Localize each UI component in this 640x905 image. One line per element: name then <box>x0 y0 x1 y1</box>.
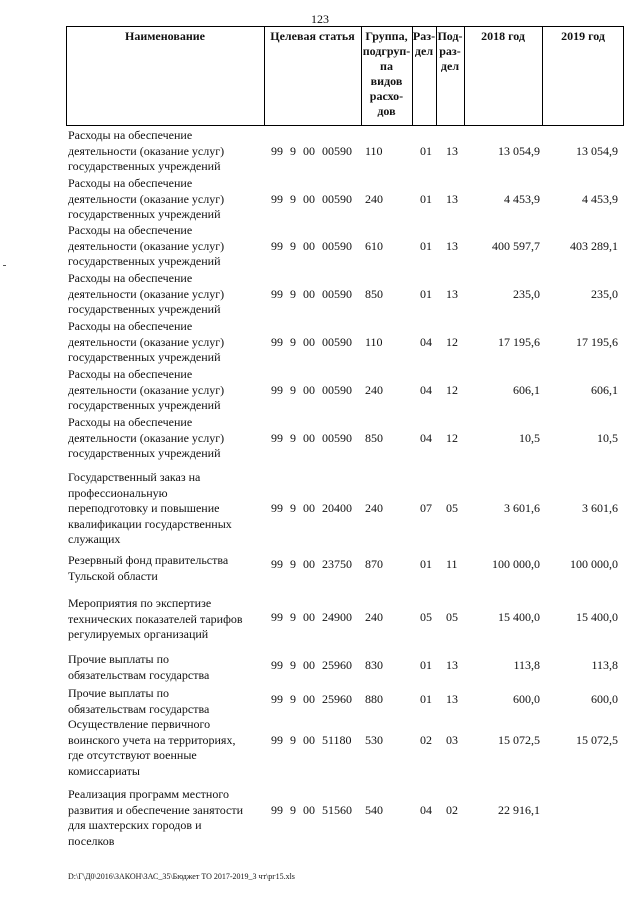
cell-t4: 00590 <box>322 430 352 445</box>
cell-t1: 99 <box>271 143 283 158</box>
cell-prz: 05 <box>446 610 458 624</box>
cell-grp: 110 <box>365 143 383 158</box>
cell-t2: 9 <box>290 238 296 253</box>
cell-rz: 02 <box>420 732 432 747</box>
cell-t3: 00 <box>303 658 315 672</box>
cell-t4: 23750 <box>322 557 352 571</box>
cell-t2: 9 <box>290 334 296 349</box>
cell-prz: 03 <box>446 732 458 747</box>
cell-rz: 01 <box>420 143 432 158</box>
row-name <box>68 596 268 643</box>
cell-t4: 00590 <box>322 334 352 349</box>
row-name-line: технических показателей тарифов <box>68 611 243 626</box>
row-name-line: обязательствам государства <box>68 701 210 716</box>
row-name-line: Расходы на обеспечение <box>68 271 193 285</box>
row-name-line: Тульской области <box>68 568 158 583</box>
row-name-line: государственных учреждений <box>68 398 221 413</box>
cell-2018: 13 054,9 <box>498 143 540 158</box>
row-name <box>68 223 268 270</box>
header-podrazdel-line: раз- <box>439 44 461 58</box>
cell-t2: 9 <box>290 692 296 706</box>
row-name <box>68 415 268 462</box>
cell-prz: 13 <box>446 286 458 301</box>
cell-t1: 99 <box>271 191 283 206</box>
cell-2019: 13 054,9 <box>576 143 618 158</box>
cell-prz: 12 <box>446 334 458 349</box>
row-name <box>68 686 268 717</box>
header-group-line: расхо- <box>369 89 404 103</box>
cell-2019: 3 601,6 <box>582 501 618 516</box>
cell-t1: 99 <box>271 732 283 747</box>
cell-prz: 05 <box>446 501 458 516</box>
row-name <box>68 319 268 366</box>
header-2018: 2018 год <box>481 29 525 43</box>
cell-t4: 25960 <box>322 658 352 672</box>
cell-t2: 9 <box>290 557 296 571</box>
cell-t2: 9 <box>290 501 296 516</box>
table-header <box>66 26 624 126</box>
cell-t2: 9 <box>290 802 296 817</box>
cell-prz: 13 <box>446 191 458 206</box>
row-name-line: Расходы на обеспечение <box>68 319 193 333</box>
cell-t1: 99 <box>271 802 283 817</box>
header-razdel-line: дел <box>414 44 434 58</box>
row-name-line: обязательствам государства <box>68 667 210 682</box>
row-name-line: государственных учреждений <box>68 254 221 269</box>
cell-t4: 51180 <box>322 732 352 747</box>
cell-t1: 99 <box>271 382 283 397</box>
cell-t4: 00590 <box>322 238 352 253</box>
cell-t1: 99 <box>271 610 283 624</box>
row-name-line: Мероприятия по экспертизе <box>68 596 212 610</box>
cell-t4: 00590 <box>322 143 352 158</box>
row-name <box>68 128 268 175</box>
cell-t1: 99 <box>271 334 283 349</box>
cell-rz: 01 <box>420 191 432 206</box>
cell-2019: 113,8 <box>591 658 618 672</box>
cell-t3: 00 <box>303 286 315 301</box>
row-name <box>68 652 268 683</box>
cell-prz: 13 <box>446 658 458 672</box>
header-name: Наименование <box>125 29 205 43</box>
cell-grp: 110 <box>365 334 383 349</box>
row-name-line: служащих <box>68 532 121 547</box>
cell-t4: 51560 <box>322 802 352 817</box>
row-name-line: Прочие выплаты по <box>68 686 170 700</box>
cell-rz: 07 <box>420 501 432 516</box>
cell-t2: 9 <box>290 610 296 624</box>
header-group-line: видов <box>370 74 403 88</box>
cell-2019: 15 400,0 <box>576 610 618 624</box>
cell-rz: 01 <box>420 286 432 301</box>
cell-t1: 99 <box>271 557 283 571</box>
cell-t1: 99 <box>271 430 283 445</box>
cell-2019: 100 000,0 <box>570 557 618 571</box>
cell-grp: 530 <box>365 732 383 747</box>
cell-rz: 01 <box>420 658 432 672</box>
cell-t2: 9 <box>290 430 296 445</box>
cell-t4: 24900 <box>322 610 352 624</box>
cell-t3: 00 <box>303 334 315 349</box>
cell-prz: 13 <box>446 143 458 158</box>
cell-grp: 240 <box>365 191 383 206</box>
cell-grp: 240 <box>365 501 383 516</box>
cell-2018: 4 453,9 <box>504 191 540 206</box>
cell-t1: 99 <box>271 238 283 253</box>
cell-rz: 05 <box>420 610 432 624</box>
row-name-line: комиссариаты <box>68 763 140 778</box>
cell-prz: 12 <box>446 430 458 445</box>
header-group-line: дов <box>377 104 396 118</box>
cell-t3: 00 <box>303 610 315 624</box>
row-name-line: переподготовку и повышение <box>68 501 220 516</box>
cell-t3: 00 <box>303 382 315 397</box>
cell-t3: 00 <box>303 191 315 206</box>
cell-grp: 850 <box>365 286 383 301</box>
row-name-line: Резервный фонд правительства <box>68 553 229 567</box>
row-name <box>68 553 268 584</box>
cell-grp: 880 <box>365 692 383 706</box>
cell-t2: 9 <box>290 286 296 301</box>
cell-2018: 15 400,0 <box>498 610 540 624</box>
cell-prz: 13 <box>446 238 458 253</box>
cell-grp: 540 <box>365 802 383 817</box>
cell-t3: 00 <box>303 430 315 445</box>
cell-rz: 04 <box>420 802 432 817</box>
cell-grp: 610 <box>365 238 383 253</box>
cell-t2: 9 <box>290 732 296 747</box>
cell-2018: 15 072,5 <box>498 732 540 747</box>
cell-grp: 240 <box>365 610 383 624</box>
cell-2018: 606,1 <box>513 382 540 397</box>
row-name-line: государственных учреждений <box>68 350 221 365</box>
row-name <box>68 787 268 849</box>
cell-t4: 00590 <box>322 286 352 301</box>
cell-t4: 20400 <box>322 501 352 516</box>
header-2019: 2019 год <box>561 29 605 43</box>
margin-mark <box>3 265 6 266</box>
cell-t4: 25960 <box>322 692 352 706</box>
header-razdel <box>412 29 436 59</box>
cell-2018: 3 601,6 <box>504 501 540 516</box>
cell-rz: 01 <box>420 557 432 571</box>
cell-2018: 113,8 <box>513 658 540 672</box>
cell-grp: 870 <box>365 557 383 571</box>
cell-prz: 13 <box>446 692 458 706</box>
row-name-line: профессиональную <box>68 485 168 500</box>
row-name-line: деятельности (оказание услуг) <box>68 382 225 397</box>
cell-t3: 00 <box>303 692 315 706</box>
cell-prz: 12 <box>446 382 458 397</box>
cell-t1: 99 <box>271 501 283 516</box>
cell-t3: 00 <box>303 238 315 253</box>
row-name <box>68 367 268 414</box>
cell-2019: 235,0 <box>591 286 618 301</box>
row-name-line: государственных учреждений <box>68 302 221 317</box>
cell-2019: 606,1 <box>591 382 618 397</box>
row-name-line: деятельности (оказание услуг) <box>68 286 225 301</box>
page-number: 123 <box>311 12 329 26</box>
row-name-line: Расходы на обеспечение <box>68 415 193 429</box>
cell-2018: 235,0 <box>513 286 540 301</box>
row-name-line: деятельности (оказание услуг) <box>68 191 225 206</box>
row-name-line: воинского учета на территориях, <box>68 732 236 747</box>
cell-grp: 850 <box>365 430 383 445</box>
row-name-line: где отсутствуют военные <box>68 748 197 763</box>
row-name-line: деятельности (оказание услуг) <box>68 238 225 253</box>
row-name-line: Прочие выплаты по <box>68 652 170 666</box>
row-name-line: Расходы на обеспечение <box>68 128 193 142</box>
cell-rz: 04 <box>420 430 432 445</box>
cell-grp: 240 <box>365 382 383 397</box>
row-name-line: деятельности (оказание услуг) <box>68 143 225 158</box>
cell-2019: 10,5 <box>597 430 618 445</box>
row-name-line: государственных учреждений <box>68 446 221 461</box>
cell-t3: 00 <box>303 802 315 817</box>
row-name-line: Расходы на обеспечение <box>68 223 193 237</box>
row-name <box>68 470 268 548</box>
cell-t3: 00 <box>303 501 315 516</box>
cell-2018: 10,5 <box>519 430 540 445</box>
cell-2019: 15 072,5 <box>576 732 618 747</box>
cell-grp: 830 <box>365 658 383 672</box>
row-name-line: Осуществление первичного <box>68 717 211 731</box>
cell-2018: 17 195,6 <box>498 334 540 349</box>
header-podrazdel-line: Под- <box>437 29 463 43</box>
cell-t2: 9 <box>290 658 296 672</box>
row-name-line: регулируемых организаций <box>68 627 209 642</box>
row-name-line: поселков <box>68 833 115 848</box>
header-group-line: подгруп- <box>362 44 411 58</box>
header-podrazdel-line: дел <box>440 59 460 73</box>
row-name-line: развития и обеспечение занятости <box>68 802 244 817</box>
row-name-line: для шахтерских городов и <box>68 818 202 833</box>
cell-2019: 600,0 <box>591 692 618 706</box>
cell-t1: 99 <box>271 692 283 706</box>
header-group-line: па <box>380 59 393 73</box>
cell-2019: 4 453,9 <box>582 191 618 206</box>
cell-t1: 99 <box>271 286 283 301</box>
cell-t4: 00590 <box>322 191 352 206</box>
header-podrazdel <box>436 29 464 74</box>
row-name-line: деятельности (оказание услуг) <box>68 430 225 445</box>
row-name-line: Расходы на обеспечение <box>68 176 193 190</box>
cell-t2: 9 <box>290 143 296 158</box>
row-name-line: Расходы на обеспечение <box>68 367 193 381</box>
row-name-line: деятельности (оказание услуг) <box>68 334 225 349</box>
row-name-line: Государственный заказ на <box>68 470 201 484</box>
cell-t4: 00590 <box>322 382 352 397</box>
file-path-footer: D:\Г\Д0\2016\ЗАКОН\ЗАС_35\Бюджет ТО 2017-2019_3 чт\рг15.xls <box>68 872 295 881</box>
cell-rz: 04 <box>420 382 432 397</box>
cell-t2: 9 <box>290 382 296 397</box>
cell-rz: 01 <box>420 692 432 706</box>
header-razdel-line: Раз- <box>412 29 436 43</box>
cell-rz: 04 <box>420 334 432 349</box>
cell-2018: 100 000,0 <box>492 557 540 571</box>
cell-t3: 00 <box>303 143 315 158</box>
row-name <box>68 717 268 779</box>
header-group <box>361 29 412 119</box>
cell-2019: 17 195,6 <box>576 334 618 349</box>
row-name-line: государственных учреждений <box>68 207 221 222</box>
row-name <box>68 176 268 223</box>
cell-rz: 01 <box>420 238 432 253</box>
row-name-line: государственных учреждений <box>68 159 221 174</box>
header-group-line: Группа, <box>365 29 408 43</box>
cell-prz: 11 <box>446 557 458 571</box>
cell-t2: 9 <box>290 191 296 206</box>
cell-t3: 00 <box>303 557 315 571</box>
cell-2018: 600,0 <box>513 692 540 706</box>
header-target: Целевая статья <box>270 29 355 43</box>
row-name-line: Реализация программ местного <box>68 787 229 801</box>
cell-prz: 02 <box>446 802 458 817</box>
cell-2018: 22 916,1 <box>498 802 540 817</box>
cell-2019: 403 289,1 <box>570 238 618 253</box>
cell-t1: 99 <box>271 658 283 672</box>
row-name <box>68 271 268 318</box>
cell-2018: 400 597,7 <box>492 238 540 253</box>
row-name-line: квалификации государственных <box>68 516 232 531</box>
cell-t3: 00 <box>303 732 315 747</box>
